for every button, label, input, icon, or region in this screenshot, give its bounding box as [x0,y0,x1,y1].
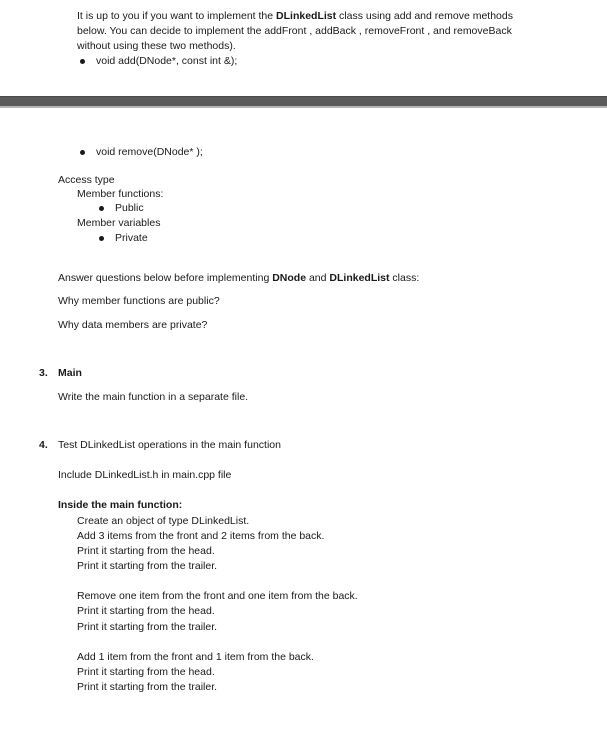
member-variables-value: Private [115,232,148,244]
question-2: Why data members are private? [58,319,208,331]
instruction-line: Remove one item from the front and one item from the back. [77,590,358,602]
bullet-icon [99,236,104,241]
section-3-number: 3. [39,367,48,379]
method-remove: void remove(DNode* ); [96,146,203,158]
class-name-dlinkedlist: DLinkedList [276,10,337,22]
intro-line-2: below. You can decide to implement the addFront , addBack , removeFront , and removeBack [77,25,512,37]
instruction-line: Print it starting from the head. [77,666,215,678]
class-name-dnode: DNode [272,272,307,284]
member-variables-label: Member variables [77,217,161,229]
instruction-line: Print it starting from the head. [77,545,215,557]
instruction-line: Print it starting from the trailer. [77,681,218,693]
instruction-line: Print it starting from the trailer. [77,560,218,572]
questions-prompt [58,271,419,286]
prompt-text: and [306,272,330,284]
class-name-dlinkedlist: DLinkedList [329,272,390,284]
page-separator-shadow [0,106,607,108]
include-line: Include DLinkedList.h in main.cpp file [58,469,232,481]
bullet-icon [99,206,104,211]
member-functions-value: Public [115,202,144,214]
bullet-icon [80,59,85,64]
question-1: Why member functions are public? [58,295,220,307]
prompt-text: class: [389,272,420,284]
intro-text: class using add and remove methods [336,10,513,22]
prompt-text: Answer questions below before implementing [58,272,273,284]
section-3-title: Main [58,367,82,379]
instruction-line: Create an object of type DLinkedList. [77,515,250,527]
access-heading: Access type [58,174,115,186]
method-add: void add(DNode*, const int &); [96,55,238,67]
section-4-number: 4. [39,439,48,451]
instruction-line: Add 3 items from the front and 2 items from the back. [77,530,325,542]
instruction-line: Print it starting from the trailer. [77,621,218,633]
section-3-body: Write the main function in a separate file. [58,391,249,403]
intro-text: It is up to you if you want to implement the [77,10,277,22]
member-functions-label: Member functions: [77,188,164,200]
intro-line-3: without using these two methods). [77,40,236,52]
intro-line-1 [77,9,513,24]
instruction-line: Print it starting from the head. [77,605,215,617]
inside-main-heading: Inside the main function: [58,499,183,511]
section-4-title: Test DLinkedList operations in the main function [58,439,281,451]
instruction-line: Add 1 item from the front and 1 item from the back. [77,651,314,663]
bullet-icon [80,150,85,155]
